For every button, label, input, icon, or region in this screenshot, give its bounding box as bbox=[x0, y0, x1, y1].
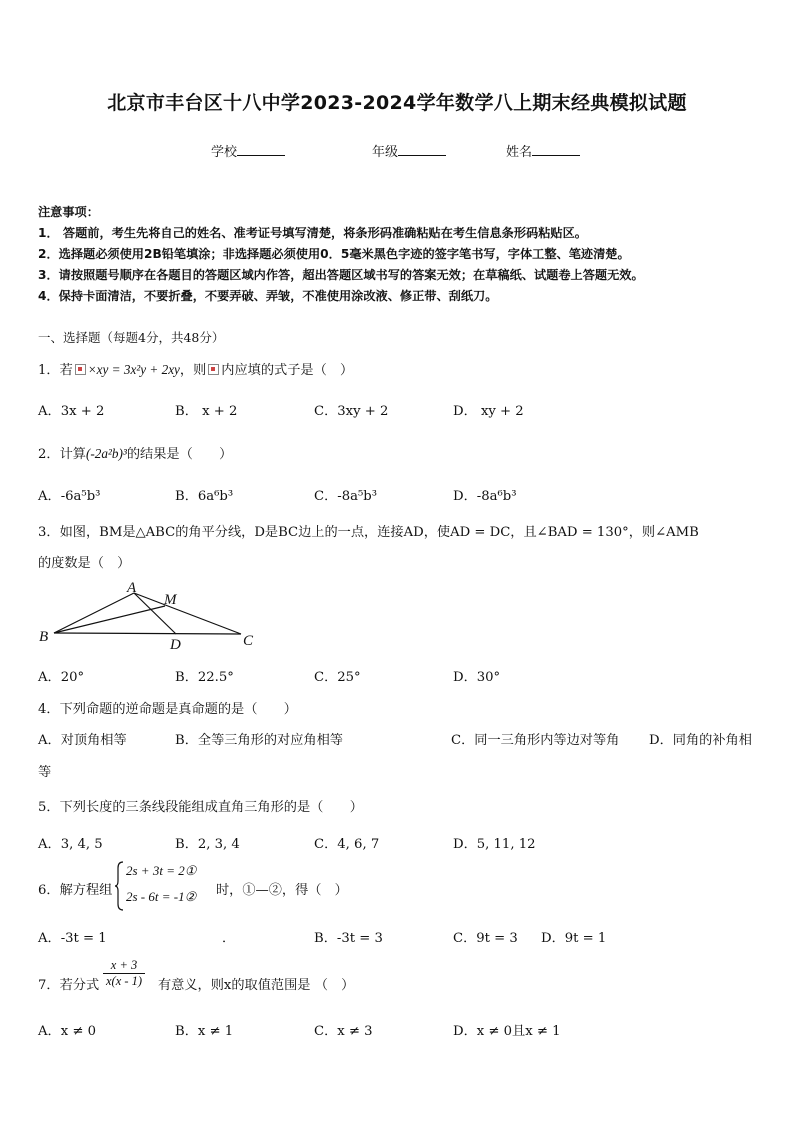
notice-item: 4．保持卡面清洁，不要折叠，不要弄破、弄皱，不准使用涂改液、修正带、刮纸刀。 bbox=[38, 289, 498, 303]
label-m: M bbox=[164, 592, 177, 608]
school-blank bbox=[237, 143, 285, 156]
grade-blank bbox=[398, 143, 446, 156]
q3-option-d: D．30° bbox=[453, 670, 501, 685]
name-field bbox=[506, 141, 580, 160]
label-a: A bbox=[127, 580, 137, 596]
notice-item: 1． 答题前，考生先将自己的姓名、准考证号填写清楚，将条形码准确粘贴在考生信息条形码粘贴区。 bbox=[38, 226, 587, 240]
q1-option-a: A．3x + 2 bbox=[38, 404, 105, 419]
question-4: 4．下列命题的逆命题是真命题的是（ ） bbox=[38, 702, 297, 717]
name-blank bbox=[532, 143, 580, 156]
q2-tail: 的结果是（ ） bbox=[126, 447, 233, 462]
q7-denominator: x(x - 1) bbox=[106, 974, 143, 988]
placeholder-box-icon bbox=[75, 364, 86, 375]
q6-option-c: C．9t = 3 bbox=[453, 931, 518, 946]
q6-number: 6．解方程组 bbox=[38, 883, 113, 898]
q1-number: 1．若 bbox=[38, 363, 73, 378]
section-heading: 一、选择题（每题4分，共48分） bbox=[38, 330, 225, 345]
page-title: 北京市丰台区十八中学2023-2024学年数学八上期末经典模拟试题 bbox=[107, 92, 687, 114]
question-3-line1: 3．如图，BM是△ABC的角平分线，D是BC边上的一点，连接AD，使AD = DC，且∠BAD = 130°，则∠AMB bbox=[38, 525, 699, 540]
q2-expression: (-2a²b)³ bbox=[85, 446, 127, 461]
q4-option-a: A．对顶角相等 bbox=[38, 733, 127, 748]
notice-item: 3．请按照题号顺序在各题目的答题区域内作答，超出答题区域书写的答案无效；在草稿纸、试题卷上答题无效。 bbox=[38, 268, 644, 282]
name-label: 姓名 bbox=[506, 145, 533, 160]
q5-option-b: B．2, 3, 4 bbox=[175, 837, 240, 852]
q7-option-d: D．x ≠ 0且x ≠ 1 bbox=[453, 1024, 561, 1039]
q1-option-c: C．3xy + 2 bbox=[314, 404, 389, 419]
q7-numerator: x + 3 bbox=[103, 958, 145, 974]
triangle-figure bbox=[36, 580, 266, 652]
q6-equation-2: 2s - 6t = -1② bbox=[126, 889, 197, 904]
question-3-line2: 的度数是（ ） bbox=[38, 556, 131, 571]
question-1 bbox=[38, 359, 353, 378]
segment-ba bbox=[54, 593, 134, 633]
q6-option-b: B．-3t = 3 bbox=[314, 931, 383, 946]
label-c: C bbox=[243, 633, 254, 649]
notice-item: 2．选择题必须使用2B铅笔填涂；非选择题必须使用0．5毫米黑色字迹的签字笔书写，字体工整、笔迹清楚。 bbox=[38, 247, 630, 261]
q6-option-d: D．9t = 1 bbox=[541, 931, 607, 946]
q5-option-d: D．5, 11, 12 bbox=[453, 837, 536, 852]
q5-option-a: A．3, 4, 5 bbox=[38, 837, 103, 852]
q6-tail: 时，①—②，得（ ） bbox=[216, 883, 348, 898]
q3-option-c: C．25° bbox=[314, 670, 361, 685]
grade-label: 年级 bbox=[372, 145, 399, 160]
q2-option-b: B．6a⁶b³ bbox=[175, 489, 234, 504]
q4-option-d: D．同角的补角相 bbox=[649, 733, 752, 748]
q1-expression: ×xy = 3x²y + 2xy bbox=[87, 362, 180, 377]
school-label: 学校 bbox=[211, 145, 238, 160]
q6-stray-dot: ． bbox=[222, 931, 236, 946]
q7-option-a: A．x ≠ 0 bbox=[38, 1024, 96, 1039]
q1-mid: ，则 bbox=[179, 363, 207, 378]
q7-option-b: B．x ≠ 1 bbox=[175, 1024, 234, 1039]
placeholder-box-icon bbox=[208, 364, 219, 375]
grade-field bbox=[372, 141, 446, 160]
q2-number: 2．计算 bbox=[38, 447, 86, 462]
segment-ac bbox=[134, 593, 241, 634]
q2-option-a: A．-6a⁵b³ bbox=[38, 489, 101, 504]
question-2 bbox=[38, 443, 232, 462]
segment-bm bbox=[54, 606, 165, 633]
q4-option-b: B．全等三角形的对应角相等 bbox=[175, 733, 343, 748]
label-d: D bbox=[170, 637, 181, 652]
left-brace-icon bbox=[114, 861, 124, 911]
q4-option-c: C．同一三角形内等边对等角 bbox=[451, 733, 620, 748]
q6-equation-1: 2s + 3t = 2① bbox=[126, 863, 197, 878]
q1-option-d: D． xy + 2 bbox=[453, 404, 524, 419]
q2-option-c: C．-8a⁵b³ bbox=[314, 489, 378, 504]
q7-fraction bbox=[103, 958, 145, 989]
q3-option-a: A．20° bbox=[38, 670, 85, 685]
school-field bbox=[211, 141, 285, 160]
q2-option-d: D．-8a⁶b³ bbox=[453, 489, 517, 504]
q1-tail: 内应填的式子是（ ） bbox=[221, 363, 354, 378]
q3-option-b: B．22.5° bbox=[175, 670, 234, 685]
q1-option-b: B． x + 2 bbox=[175, 404, 238, 419]
q6-option-a: A．-3t = 1 bbox=[38, 931, 107, 946]
segment-bc bbox=[54, 633, 241, 634]
q7-number: 7．若分式 bbox=[38, 978, 100, 993]
notice-heading: 注意事项： bbox=[38, 205, 99, 219]
q7-option-c: C．x ≠ 3 bbox=[314, 1024, 373, 1039]
label-b: B bbox=[39, 629, 49, 645]
q5-option-c: C．4, 6, 7 bbox=[314, 837, 380, 852]
question-5: 5．下列长度的三条线段能组成直角三角形的是（ ） bbox=[38, 800, 363, 815]
q4-option-d-wrap: 等 bbox=[38, 765, 52, 780]
q7-tail: 有意义，则x的取值范围是 （ ） bbox=[158, 978, 355, 993]
